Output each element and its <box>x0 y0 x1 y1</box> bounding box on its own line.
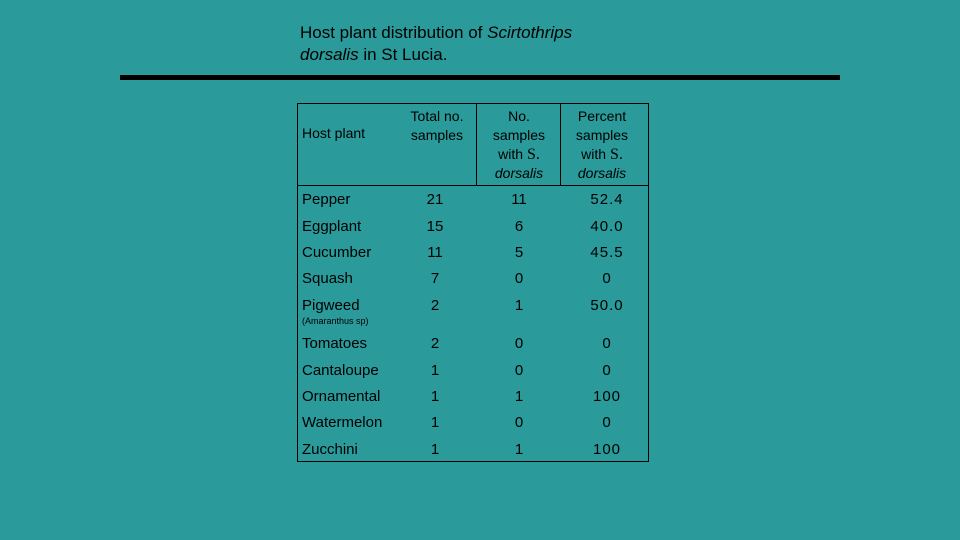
title-divider <box>120 75 840 80</box>
header-separator-2 <box>560 104 561 185</box>
title-species-genus: Scirtothrips <box>487 23 573 42</box>
table-row <box>298 266 650 292</box>
header-pct-line3-prefix: with <box>581 146 610 162</box>
row-total: 21 <box>426 191 444 208</box>
header-pct-line3-genus: S. <box>609 146 623 163</box>
row-total: 1 <box>430 414 440 431</box>
header-samples-with <box>478 107 560 188</box>
row-percent: 0 <box>602 270 612 287</box>
header-with-line4: dorsalis <box>494 165 544 181</box>
row-total: 7 <box>430 270 440 287</box>
row-percent: 40.0 <box>590 218 624 235</box>
row-percent: 50.0 <box>590 297 624 314</box>
header-pct-line1: Percent <box>577 108 627 124</box>
row-with: 1 <box>514 388 524 405</box>
header-host-plant-label: Host plant <box>302 125 366 141</box>
table-row <box>298 410 650 436</box>
table-row <box>298 384 650 410</box>
header-separator-1 <box>476 104 477 185</box>
table-row <box>298 358 650 384</box>
slide-title <box>300 22 720 66</box>
row-percent: 45.5 <box>590 244 624 261</box>
row-percent: 0 <box>602 362 612 379</box>
row-plant: Squash <box>302 270 353 287</box>
table-row <box>298 240 650 266</box>
row-plant: Pigweed <box>302 297 360 314</box>
header-pct-line3 <box>562 145 642 164</box>
row-with: 11 <box>511 191 527 208</box>
row-with: 0 <box>514 270 524 287</box>
row-with: 5 <box>514 244 524 261</box>
row-with: 6 <box>514 218 524 235</box>
header-with-line3-prefix: with <box>498 146 527 162</box>
header-total-line1: Total no. <box>410 108 464 124</box>
table-row <box>298 214 650 240</box>
row-plant: Watermelon <box>302 414 383 431</box>
row-plant: Tomatoes <box>302 335 368 352</box>
header-with-line3-genus: S. <box>526 146 540 163</box>
header-with-line3 <box>478 145 560 164</box>
row-plant: Cantaloupe <box>302 362 379 379</box>
header-bottom-rule <box>298 185 648 186</box>
title-species-epithet: dorsalis <box>300 45 359 64</box>
table-row <box>298 331 650 357</box>
row-plant: Zucchini <box>302 441 358 458</box>
row-total: 2 <box>430 297 440 314</box>
header-pct-line4: dorsalis <box>577 165 627 181</box>
header-total-samples <box>398 107 476 188</box>
row-with: 1 <box>514 297 524 314</box>
header-total-line2: samples <box>410 127 464 143</box>
host-plant-table <box>297 103 649 462</box>
row-percent: 100 <box>592 388 622 405</box>
row-total: 15 <box>426 218 444 235</box>
row-plant: Ornamental <box>302 388 381 405</box>
header-percent <box>562 107 642 188</box>
row-total: 1 <box>430 388 440 405</box>
row-percent: 100 <box>592 441 622 458</box>
row-percent: 52.4 <box>590 191 624 208</box>
row-total: 2 <box>430 335 440 352</box>
row-total: 11 <box>427 244 443 261</box>
row-plant-note: (Amaranthus sp) <box>302 316 369 326</box>
title-part-2: in St Lucia. <box>358 45 448 64</box>
row-plant: Pepper <box>302 191 351 208</box>
row-total: 1 <box>430 362 440 379</box>
row-plant: Eggplant <box>302 218 362 235</box>
header-with-line1: No. <box>508 108 530 124</box>
row-total: 1 <box>430 441 440 458</box>
row-with: 0 <box>514 362 524 379</box>
table-row <box>298 437 650 463</box>
row-with: 1 <box>514 441 524 458</box>
row-percent: 0 <box>602 335 612 352</box>
row-with: 0 <box>514 414 524 431</box>
row-with: 0 <box>514 335 524 352</box>
header-with-line2: samples <box>492 127 546 143</box>
row-plant: Cucumber <box>302 244 372 261</box>
row-percent: 0 <box>602 414 612 431</box>
table-row <box>298 187 650 213</box>
header-pct-line2: samples <box>575 127 629 143</box>
title-part-1: Host plant distribution of <box>300 23 488 42</box>
